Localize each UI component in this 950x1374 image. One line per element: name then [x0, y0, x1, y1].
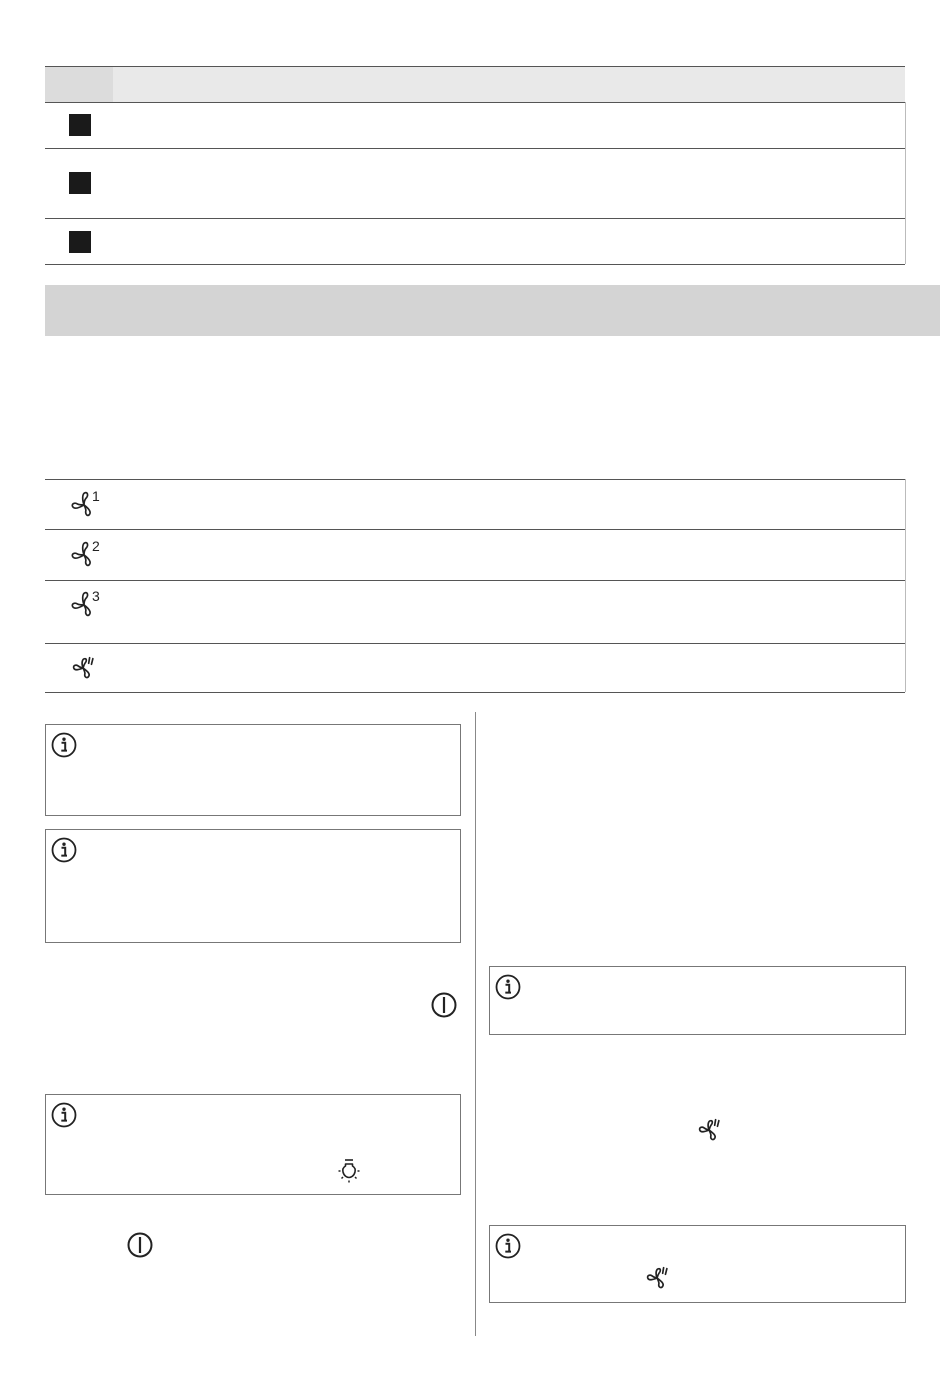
info-note — [489, 966, 906, 1035]
black-square-marker — [69, 231, 91, 253]
table-edge — [905, 102, 906, 264]
table-divider — [45, 148, 905, 149]
table-divider — [45, 529, 905, 530]
table-divider — [45, 692, 905, 693]
light-icon — [335, 1157, 363, 1185]
table-divider — [45, 479, 905, 480]
table-edge — [905, 479, 906, 692]
info-note — [489, 1225, 906, 1303]
info-note — [45, 829, 461, 943]
info-icon — [51, 1102, 77, 1128]
table-divider — [45, 218, 905, 219]
fan-boost-icon — [696, 1116, 724, 1144]
fan-level-label: 3 — [92, 588, 100, 604]
fan-level-label: 1 — [92, 488, 100, 504]
fan-boost-icon — [70, 654, 98, 682]
info-note — [45, 1094, 461, 1195]
black-square-marker — [69, 114, 91, 136]
power-icon — [430, 991, 458, 1019]
table-header-cell — [45, 66, 113, 102]
black-square-marker — [69, 172, 91, 194]
table-divider — [45, 102, 905, 103]
table-header-band — [45, 66, 905, 102]
info-icon — [51, 837, 77, 863]
column-divider — [475, 712, 476, 1336]
power-icon — [126, 1231, 154, 1259]
section-banner — [45, 285, 940, 336]
table-divider — [45, 264, 905, 265]
fan-level-label: 2 — [92, 538, 100, 554]
info-icon — [51, 732, 77, 758]
fan-boost-icon — [644, 1264, 672, 1292]
table-divider — [45, 66, 905, 67]
table-divider — [45, 580, 905, 581]
info-note — [45, 724, 461, 816]
info-icon — [495, 974, 521, 1000]
table-divider — [45, 643, 905, 644]
info-icon — [495, 1233, 521, 1259]
